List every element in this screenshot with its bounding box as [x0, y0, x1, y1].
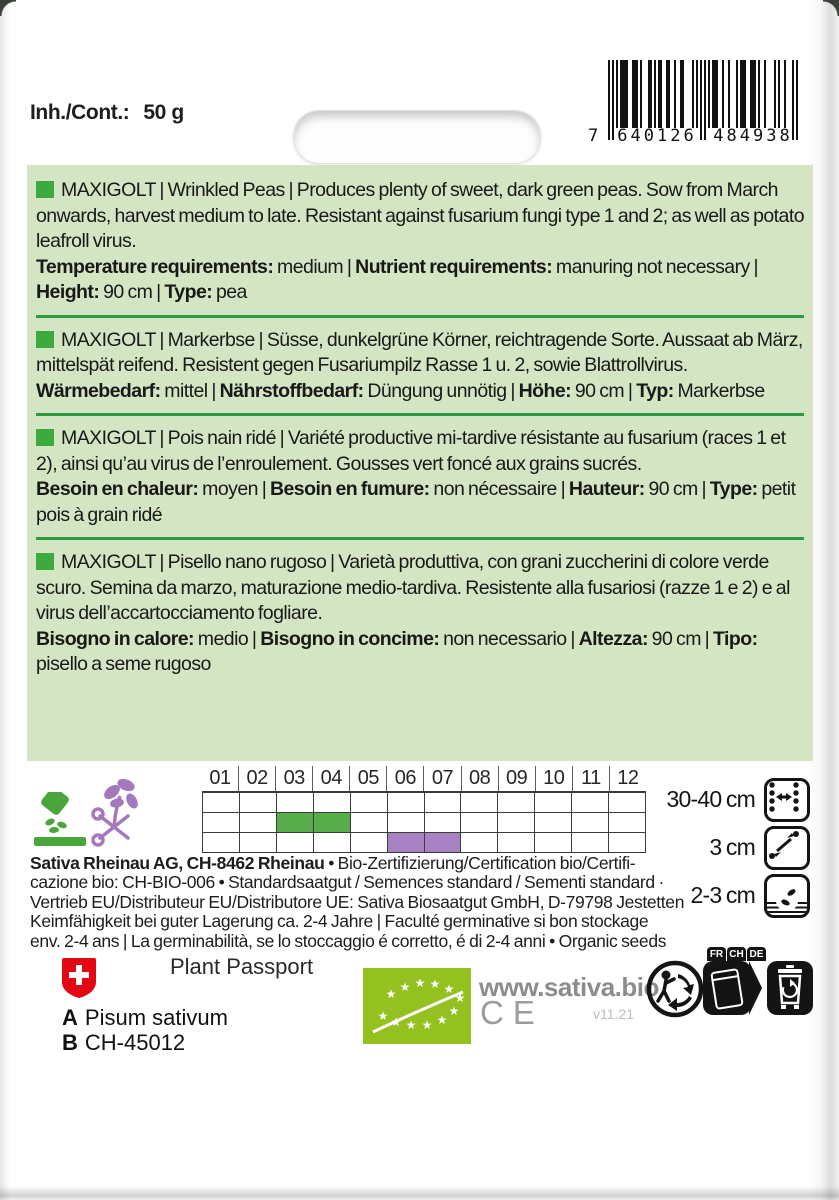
disposal-tab-fr: FR [707, 947, 726, 961]
calendar-cell [572, 833, 609, 852]
legal-line: cazione bio: CH-BIO-006 • Standardsaatgut / Semences standard / Sementi standard · [30, 872, 664, 893]
barcode-bar [650, 60, 652, 128]
calendar-cell [572, 813, 609, 832]
calendar-month: 04 [313, 766, 350, 791]
calendar-cell [461, 813, 498, 832]
calendar-month: 06 [387, 766, 424, 791]
barcode-bar [716, 60, 718, 128]
growing-specs-de: Wärmebedarf: mittel | Nährstoffbedarf: Düngung unnötig | Höhe: 90 cm | Typ: Markerbse [36, 379, 765, 402]
barcode-bar [758, 60, 760, 128]
calendar-cell [572, 793, 609, 812]
calendar-cell [498, 793, 535, 812]
harvest-period-cell [388, 833, 425, 852]
separator-line [36, 315, 804, 318]
barcode-first-digit: 7 [588, 126, 599, 146]
barcode-bar [708, 60, 710, 128]
packet-corner [823, 0, 839, 16]
barcode-left-group: 640126 [617, 126, 697, 146]
svg-text:★: ★ [436, 1013, 448, 1027]
sowing-depth-label: 2-3 cm [690, 882, 755, 908]
calendar-row [202, 793, 646, 813]
calendar-cell [535, 793, 572, 812]
disposal-tab-ch: CH [727, 947, 746, 961]
green-square-icon [36, 181, 54, 198]
swiss-shield-icon [60, 956, 98, 1000]
passport-a-value: Pisum sativum [84, 1005, 228, 1030]
calendar-cell [609, 833, 646, 852]
svg-text:★: ★ [443, 982, 455, 996]
calendar-cell [535, 813, 572, 832]
growing-specs-fr: Besoin en chaleur: moyen | Besoin en fumure: non nécessaire | Hauteur: 90 cm | Type: petit pois à grain ridé [36, 478, 796, 526]
calendar-cell [498, 813, 535, 832]
svg-text:★: ★ [377, 1009, 389, 1023]
calendar-cell [388, 793, 425, 812]
variety-description-fr: MAXIGOLT | Pois nain ridé | Variété productive mi-tardive résistante au fusarium (races 1 et 2), ainsi qu’au virus de l’enroulement. Gousses vert foncé aux grains sucrés. Besoin en chaleur: moyen | Besoin en fumure: non nécessaire | Hauteur: 90 cm | Type: petit pois à grain ridé [36, 426, 804, 528]
calendar-cell [461, 833, 498, 852]
calendar-cell [498, 833, 535, 852]
legal-line: Keimfähigkeit bei guter Lagerung ca. 2-4 Jahre | Faculté germinative si bon stockage [30, 911, 649, 932]
calendar-cell [314, 793, 351, 812]
barcode-bar [682, 60, 684, 128]
triman-recycling-icon [644, 958, 706, 1020]
plant-distance [652, 827, 810, 868]
green-square-icon [36, 331, 54, 348]
calendar-cell [388, 813, 425, 832]
svg-text:★: ★ [399, 980, 411, 994]
barcode-bar [640, 60, 642, 128]
calendar-cell [609, 793, 646, 812]
calendar-cell [351, 793, 388, 812]
svg-text:★: ★ [414, 976, 426, 990]
barcode-bar [736, 60, 738, 128]
barcode-bar [636, 60, 638, 128]
separator-line [36, 413, 804, 416]
calendar-month: 11 [573, 766, 610, 791]
recycling-bin-icon [767, 961, 813, 1015]
content-label: Inh./Cont.: [30, 101, 130, 124]
legal-line: env. 2-4 ans | La germinabilità, se lo stoccaggio é corretto, é di 2-4 anni • Organic seeds [30, 930, 667, 951]
calendar-cell [240, 833, 277, 852]
disposal-badge [703, 947, 818, 1017]
plant-distance-label: 3 cm [709, 834, 755, 860]
legal-line: Vertrieb EU/Distributeur EU/Distributore UE: Sativa Biosaatgut GmbH, D-79798 Jestetten [30, 891, 685, 912]
variety-description-it: MAXIGOLT | Pisello nano rugoso | Varietà produttiva, con grani zuccherini di colore verde scuro. Semina da marzo, maturazione medio-tardiva. Resistente alla fusariosi (razze 1 e 2) e al virus dell’accartocciamento fogliare. Bisogno in calore: medio | Bisogno in concime: non necessario | Altezza: 90 cm | Tipo: pisello a seme rugoso [36, 550, 804, 678]
calendar-cell [202, 813, 240, 832]
barcode-bar [654, 60, 656, 128]
calendar-cell [351, 833, 388, 852]
row-distance-icon [764, 778, 810, 822]
barcode-bar [774, 60, 776, 128]
sowing-calendar [202, 766, 646, 853]
ce-mark: CE [480, 994, 544, 1031]
passport-number [62, 1030, 185, 1056]
barcode-bar [744, 60, 746, 128]
content-weight [30, 101, 184, 125]
barcode-bar [722, 60, 724, 128]
calendar-icons [34, 776, 164, 856]
packet-disposal-icon [703, 961, 751, 1015]
green-square-icon [36, 429, 54, 446]
barcode-bar [626, 60, 628, 128]
svg-text:★: ★ [421, 1018, 433, 1032]
calendar-cell [277, 833, 314, 852]
plant-passport-title: Plant Passport [170, 954, 314, 979]
variety-description-de: MAXIGOLT | Markerbse | Süsse, dunkelgrüne Körner, reichtragende Sorte. Aussaat ab März, mittelspät reifend. Resistent gegen Fusariumpilz Rasse 1 u. 2, sowie Blattrollvirus. Wärmebedarf: mittel | Nährstoffbedarf: Düngung unnötig | Höhe: 90 cm | Typ: Markerbse [36, 328, 804, 405]
calendar-row [202, 833, 646, 853]
barcode-digits [584, 124, 798, 146]
calendar-cell [351, 813, 388, 832]
calendar-cell [425, 793, 462, 812]
passport-b-value: CH-45012 [84, 1030, 186, 1055]
separator-line [36, 537, 804, 540]
calendar-month: 10 [536, 766, 573, 791]
barcode-bar [728, 60, 730, 128]
calendar-month: 09 [499, 766, 536, 791]
legal-text [30, 853, 685, 951]
passport-species [62, 1005, 228, 1031]
calendar-cell [202, 793, 240, 812]
calendar-cell [425, 813, 462, 832]
calendar-months [202, 766, 646, 791]
sowing-depth-icon [764, 874, 810, 918]
svg-text:★: ★ [385, 987, 397, 1001]
barcode-bar [692, 60, 694, 128]
hang-hole [293, 110, 541, 164]
passport-b-label: B [62, 1030, 78, 1055]
sowing-period-cell [314, 813, 351, 832]
version-number: v11.21 [593, 1006, 634, 1022]
calendar-cell [314, 833, 351, 852]
website-url: www.sativa.bio [479, 972, 659, 1002]
packet-edge-shading [0, 1186, 839, 1200]
svg-text:★: ★ [429, 977, 441, 991]
calendar-cell [240, 813, 277, 832]
barcode-bar [668, 60, 670, 128]
barcode-bar [778, 60, 780, 128]
calendar-month: 07 [424, 766, 461, 791]
disposal-tab-de: DE [747, 947, 766, 961]
passport-a-label: A [62, 1005, 78, 1030]
description-panel [27, 165, 813, 761]
barcode-bar [764, 60, 766, 128]
arrow-right-icon [749, 961, 762, 1015]
calendar-cell [277, 793, 314, 812]
descriptions [27, 165, 813, 678]
disposal-tabs [707, 947, 767, 961]
plant-distance-icon [764, 826, 810, 870]
harvest-shears-icon [90, 776, 146, 858]
packet-edge-shading [0, 0, 10, 1200]
growing-specs-it: Bisogno in calore: medio | Bisogno in concime: non necessario | Altezza: 90 cm | Tipo: pisello a seme rugoso [36, 627, 758, 675]
legal-line: Sativa Rheinau AG, CH-8462 Rheinau • Bio-Zertifizierung/Certification bio/Certifi- [30, 853, 636, 873]
variety-description-en: MAXIGOLT | Wrinkled Peas | Produces plenty of sweet, dark green peas. Sow from March onwards, harvest medium to late. Resistant against fusarium fungi type 1 and 2; as well as potato leafroll virus. Temperature requirements: medium | Nutrient requirements: manuring not necessary | Height: 90 cm | Type: pea [36, 178, 804, 306]
barcode-bar [660, 60, 662, 128]
svg-text:★: ★ [448, 1004, 460, 1018]
sowing-icon [34, 792, 90, 854]
calendar-row [202, 813, 646, 833]
green-square-icon [36, 553, 54, 570]
packet-corner [0, 0, 16, 16]
harvest-period-cell [425, 833, 462, 852]
growing-specs-en: Temperature requirements: medium | Nutrient requirements: manuring not necessary | Height: 90 cm | Type: pea [36, 255, 759, 303]
row-distance-label: 30-40 cm [666, 786, 755, 812]
barcode-right-group: 484938 [713, 126, 793, 146]
barcode [584, 60, 798, 156]
calendar-month: 02 [239, 766, 276, 791]
calendar-cell [461, 793, 498, 812]
eu-organic-logo [363, 968, 471, 1044]
calendar-cell [609, 813, 646, 832]
calendar-cell [535, 833, 572, 852]
barcode-bar [696, 60, 698, 128]
barcode-bar [784, 60, 786, 128]
calendar-cell [202, 833, 240, 852]
calendar-cell [240, 793, 277, 812]
calendar-month: 03 [276, 766, 313, 791]
barcode-bar [616, 60, 618, 128]
calendar-month: 01 [202, 766, 239, 791]
packet-edge-shading [809, 0, 839, 1200]
svg-text:★: ★ [454, 991, 466, 1005]
row-distance [652, 779, 810, 820]
packet-outline-icon [710, 968, 744, 1010]
svg-text:★: ★ [390, 1015, 402, 1029]
calendar-month: 12 [617, 767, 639, 789]
svg-text:★: ★ [405, 1018, 417, 1032]
calendar-grid [202, 791, 646, 853]
calendar-month: 05 [350, 766, 387, 791]
calendar-month: 08 [462, 766, 499, 791]
barcode-bar [754, 60, 756, 128]
content-value: 50 g [143, 101, 184, 124]
sowing-period-cell [277, 813, 314, 832]
barcode-bar [674, 60, 676, 128]
